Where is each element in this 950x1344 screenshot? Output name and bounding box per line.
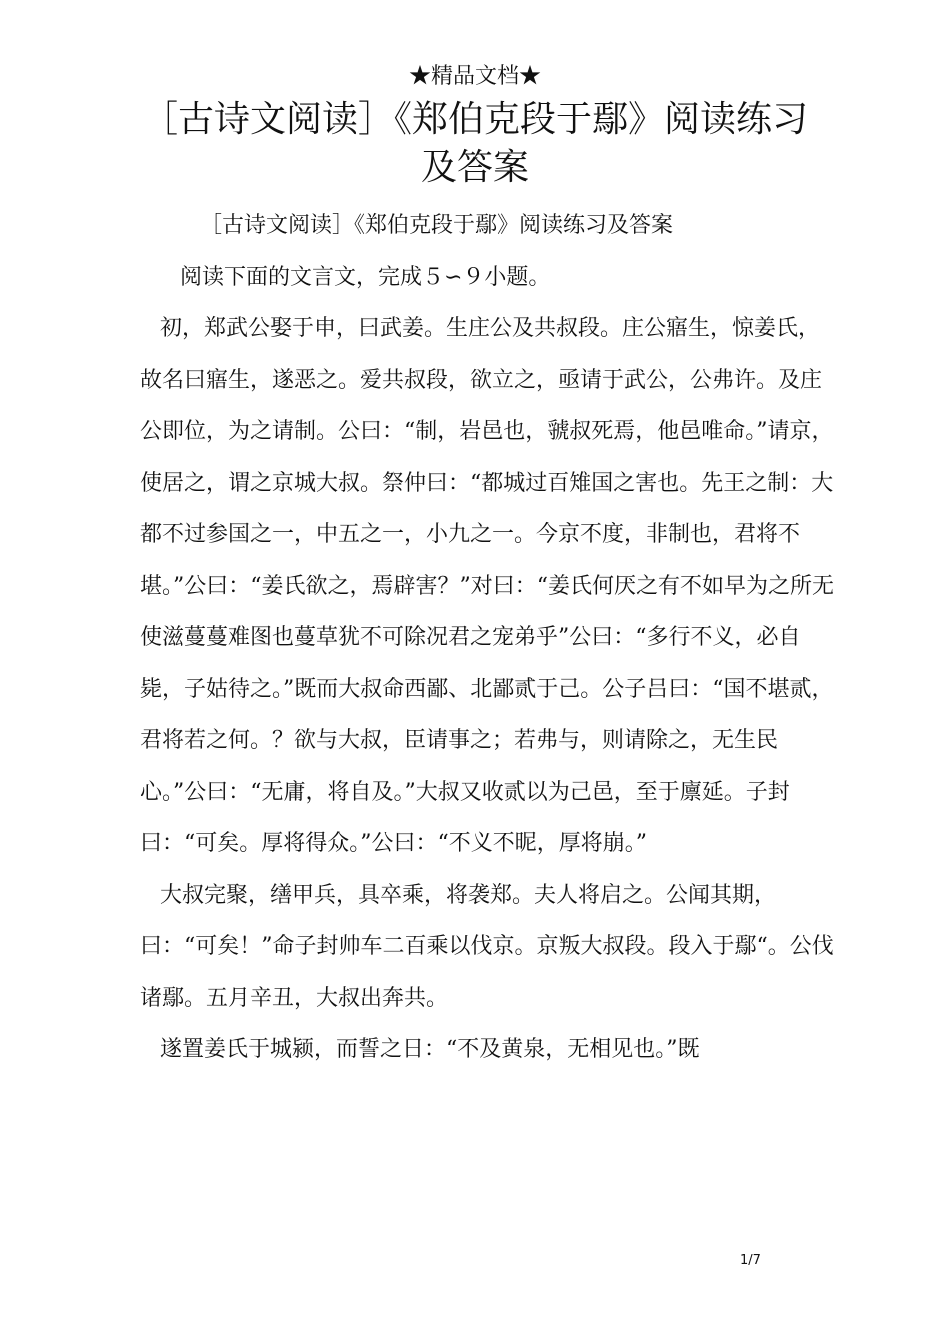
- page-number: 1/7: [740, 1253, 761, 1268]
- document-title-line-2: 及答案: [420, 147, 529, 188]
- document-body: [140, 200, 840, 1076]
- header-mark: ★精品文档★: [408, 64, 541, 89]
- instruction-text: 阅读下面的文言文，完成５∽９小题。: [180, 264, 551, 290]
- passage-paragraph-3: 遂置姜氏于城颍，而誓之日：“不及黄泉，无相见也。”既: [160, 1037, 700, 1062]
- document-subtitle: ［古诗文阅读］《郑伯克段于鄢》阅读练习及答案: [200, 213, 674, 238]
- passage-paragraph-1: 初，郑武公娶于申，曰武姜。生庄公及共叔段。庄公寤生，惊姜氏，故名曰寤生，遂恶之。爱共叔段，欲立之，亟请于武公，公弗许。及庄公即位，为之请制。公曰：“制，岩邑也，虢叔死焉，他邑唯命。”请京，使居之，谓之京城大叔。祭仲曰：“都城过百雉国之害也。先王之制：大都不过参国之一，中五之一，小九之一。今京不度，非制也，君将不堪。”公曰：“姜氏欲之，焉辟害？”对曰：“姜氏何厌之有不如早为之所无使滋蔓蔓难图也蔓草犹不可除况君之宠弟乎”公曰：“多行不义，必自毙，子姑待之。”既而大叔命西鄙、北鄙贰于己。公子吕曰：“国不堪贰，君将若之何。？欲与大叔，臣请事之；若弗与，则请除之，无生民心。”公曰：“无庸，将自及。”大叔又收贰以为己邑，至于廪延。子封曰：“可矣。厚将得众。”公曰：“不义不昵，厚将崩。”: [140, 316, 834, 856]
- document-title-line-1: ［古诗文阅读］《郑伯克段于鄢》阅读练习: [141, 99, 808, 140]
- passage-paragraph-2: 大叔完聚，缮甲兵，具卒乘，将袭郑。夫人将启之。公闻其期，曰：“可矣！”命子封帅车二百乘以伐京。京叛大叔段。段入于鄢“。公伐诸鄢。五月辛丑，大叔出奔共。: [140, 882, 834, 1011]
- document-title: [120, 96, 830, 192]
